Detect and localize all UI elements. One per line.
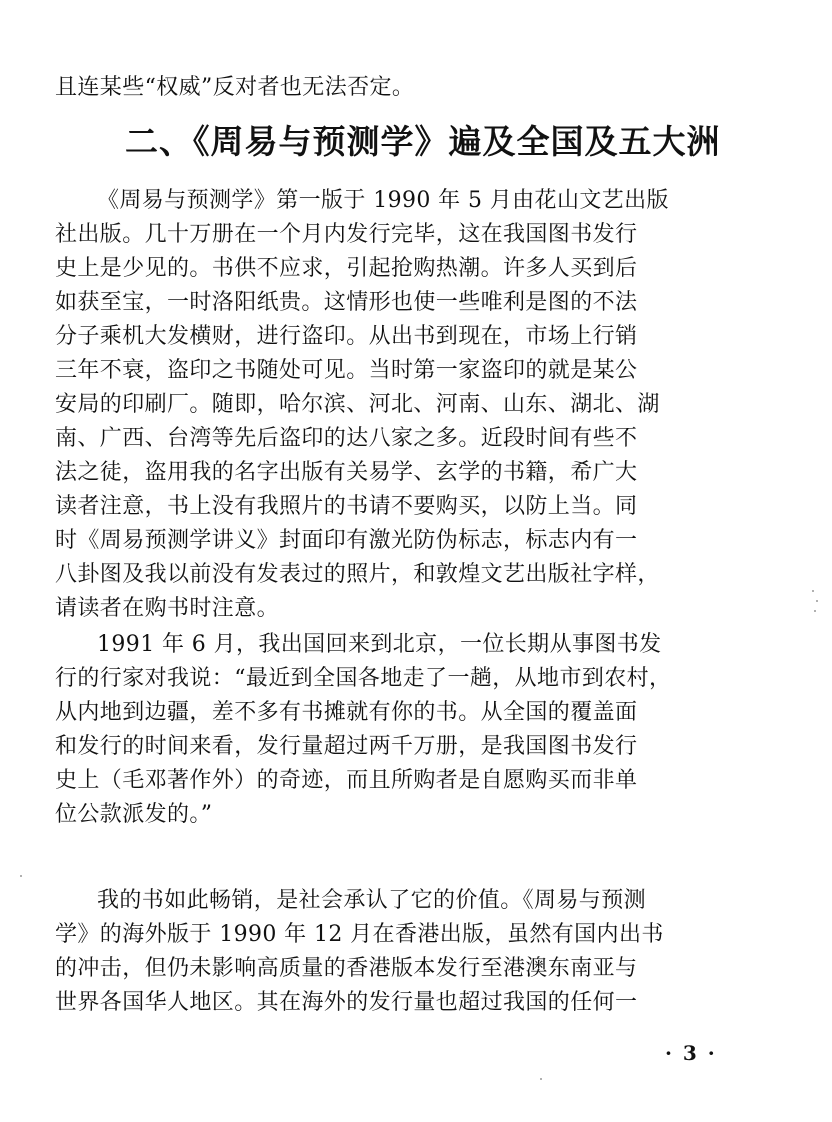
text-line: 南、广西、台湾等先后盗印的达八家之多。近段时间有些不 — [55, 426, 638, 451]
text-line: 《周易与预测学》第一版于 1990 年 5 月由花山文艺出版 — [97, 188, 669, 213]
text-line: 且连某些“权威”反对者也无法否定。 — [55, 75, 415, 100]
section-heading: 二、《周易与预测学》遍及全国及五大洲 — [125, 122, 721, 161]
scan-speck — [812, 590, 814, 592]
text-line: 史上是少见的。书供不应求，引起抢购热潮。许多人买到后 — [55, 256, 638, 281]
page-number: · 3 · — [665, 1041, 717, 1065]
text-line: 行的行家对我说：“最近到全国各地走了一趟，从地市到农村， — [55, 666, 672, 691]
text-line: 位公款派发的。” — [55, 802, 213, 827]
text-line: 分子乘机大发横财，进行盗印。从出书到现在，市场上行销 — [55, 324, 638, 349]
text-line: 如获至宝，一时洛阳纸贵。这情形也使一些唯利是图的不法 — [55, 290, 638, 315]
text-line: 时《周易预测学讲义》封面印有激光防伪标志，标志内有一 — [55, 528, 638, 553]
text-line: 世界各国华人地区。其在海外的发行量也超过我国的任何一 — [55, 990, 638, 1015]
scan-speck — [814, 610, 816, 612]
text-line: 我的书如此畅销，是社会承认了它的价值。《周易与预测 — [97, 888, 647, 913]
text-line: 史上（毛邓著作外）的奇迹，而且所购者是自愿购买而非单 — [55, 768, 638, 793]
text-line: 读者注意，书上没有我照片的书请不要购买，以防上当。同 — [55, 494, 638, 519]
text-line: 三年不衰，盗印之书随处可见。当时第一家盗印的就是某公 — [55, 358, 638, 383]
scan-speck — [816, 600, 818, 602]
scan-speck — [540, 1078, 542, 1080]
text-line: 从内地到边疆，差不多有书摊就有你的书。从全国的覆盖面 — [55, 700, 638, 725]
text-line: 请读者在购书时注意。 — [55, 596, 280, 621]
text-line: 学》的海外版于 1990 年 12 月在香港出版，虽然有国内出书 — [55, 922, 664, 947]
text-line: 安局的印刷厂。随即，哈尔滨、河北、河南、山东、湖北、湖 — [55, 392, 660, 417]
text-line: 和发行的时间来看，发行量超过两千万册，是我国图书发行 — [55, 734, 638, 759]
text-line: 社出版。几十万册在一个月内发行完毕，这在我国图书发行 — [55, 222, 638, 247]
scan-speck — [20, 875, 22, 877]
text-line: 八卦图及我以前没有发表过的照片，和敦煌文艺出版社字样， — [55, 562, 660, 587]
text-line: 的冲击，但仍未影响高质量的香港版本发行至港澳东南亚与 — [55, 956, 638, 981]
text-line: 1991 年 6 月，我出国回来到北京，一位长期从事图书发 — [97, 632, 662, 657]
text-line: 法之徒，盗用我的名字出版有关易学、玄学的书籍，希广大 — [55, 460, 638, 485]
